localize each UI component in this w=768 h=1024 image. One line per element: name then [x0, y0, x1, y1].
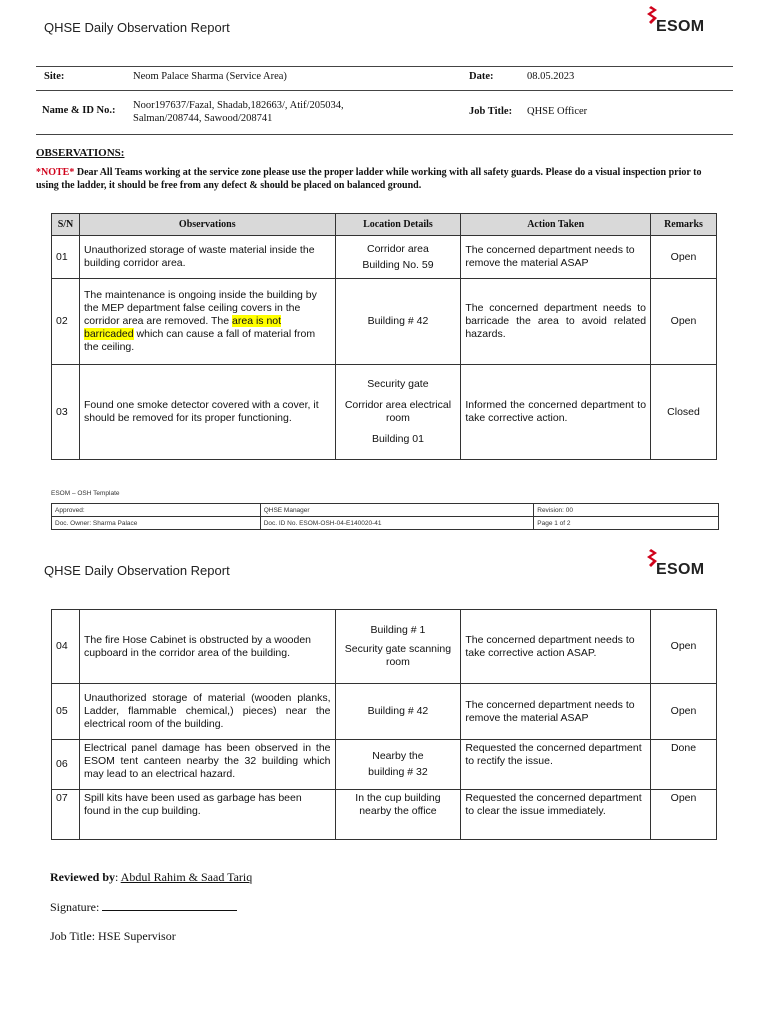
- location-line: Security gate: [367, 378, 429, 390]
- row-observation: Electrical panel damage has been observed in the ESOM tent canteen nearby the 32 building which may lead to an electrical hazard.: [79, 740, 335, 790]
- row-observation: Unauthorized storage of material (wooden planks, Ladder, flammable chemical,) pieces) near the electrical room of the building.: [79, 684, 335, 740]
- header-location: Location Details: [335, 214, 461, 236]
- table-row: [52, 279, 717, 365]
- table-row: [52, 236, 717, 279]
- header-action: Action Taken: [461, 214, 651, 236]
- jobtitle-footer: Job Title: HSE Supervisor: [50, 929, 176, 943]
- row-action: Informed the concerned department to take corrective action.: [461, 365, 651, 460]
- row-remarks: Closed: [651, 365, 717, 460]
- observation-text: The maintenance is ongoing inside the building by the MEP department false ceiling covers in the corridor area are removed. The: [83, 289, 317, 327]
- location-line: Nearby the: [372, 750, 424, 762]
- name-label: Name & ID No.:: [42, 105, 116, 116]
- reviewed-value: Abdul Rahim & Saad Tariq: [120, 870, 253, 884]
- row-remarks: Open: [651, 279, 717, 365]
- row-action: The concerned department needs to take corrective action ASAP.: [461, 610, 651, 684]
- reviewed-by: Reviewed by: Abdul Rahim & Saad Tariq: [50, 870, 253, 884]
- row-location: In the cup building nearby the office: [335, 790, 461, 840]
- footer-doc-owner: Doc. Owner: Sharma Palace: [52, 517, 261, 530]
- table-row: [52, 684, 717, 740]
- table-row: [52, 365, 717, 460]
- signature-field: [102, 900, 237, 911]
- row-observation: Spill kits have been used as garbage has been found in the cup building.: [79, 790, 335, 840]
- location-line: Security gate scanning room: [344, 643, 452, 668]
- header-observations: Observations: [79, 214, 335, 236]
- jobtitle-label: Job Title:: [469, 106, 513, 117]
- row-action: Requested the concerned department to clear the issue immediately.: [461, 790, 651, 840]
- row-remarks: Open: [651, 610, 717, 684]
- row-sn: 04: [52, 610, 80, 684]
- row-action: The concerned department needs to remove the material ASAP: [461, 684, 651, 740]
- row-action: The concerned department needs to barricade the area to avoid related hazards.: [461, 279, 651, 365]
- info-bottom-rule: [36, 134, 733, 135]
- footer-page: Page 1 of 2: [534, 517, 719, 530]
- row-remarks: Open: [651, 684, 717, 740]
- observation-text: which can cause a fall of material from the ceiling.: [83, 328, 316, 353]
- header-remarks: Remarks: [651, 214, 717, 236]
- location-line: Building # 1: [370, 624, 426, 636]
- name-value-line1: Noor197637/Fazal, Shadab,182663/, Atif/205034,: [133, 100, 344, 111]
- location-line: Corridor area: [367, 242, 429, 255]
- row-remarks: Open: [651, 790, 717, 840]
- footer-doc-id: Doc. ID No. ESOM-OSH-04-E140020-41: [260, 517, 534, 530]
- observations-table: [51, 213, 717, 460]
- location-line: building # 32: [368, 766, 428, 778]
- header-sn: S/N: [52, 214, 80, 236]
- location-line: Building No. 59: [362, 258, 434, 271]
- date-label: Date:: [469, 71, 494, 82]
- row-observation: The fire Hose Cabinet is obstructed by a wooden cupboard in the corridor area of the building.: [79, 610, 335, 684]
- name-value-line2: Salman/208744, Sawood/208741: [133, 113, 273, 124]
- observations-heading: OBSERVATIONS:: [36, 147, 125, 159]
- location-line: Corridor area electrical room: [344, 399, 452, 424]
- row-remarks: Done: [651, 740, 717, 790]
- signature-line: [50, 900, 237, 915]
- esom-logo: [646, 6, 714, 36]
- row-sn: 07: [52, 790, 80, 840]
- jobtitle-value: QHSE Officer: [527, 106, 588, 117]
- name-value: [133, 99, 344, 125]
- observations-table-continued: [51, 609, 717, 840]
- template-label: ESOM – OSH Template: [51, 490, 120, 497]
- row-sn: 02: [52, 279, 80, 365]
- signature-label: Signature:: [50, 900, 100, 914]
- table-row: [52, 610, 717, 684]
- logo-text: ESOM: [656, 561, 705, 578]
- row-sn: 01: [52, 236, 80, 279]
- safety-note: [36, 166, 716, 192]
- footer-table: [51, 503, 719, 530]
- row-remarks: Open: [651, 236, 717, 279]
- info-top-rule: [36, 66, 733, 67]
- row-location: [335, 740, 461, 790]
- row-observation: Unauthorized storage of waste material inside the building corridor area.: [79, 236, 335, 279]
- reviewed-label: Reviewed by: [50, 870, 115, 884]
- date-value: 08.05.2023: [527, 71, 575, 82]
- table-header-row: [52, 214, 717, 236]
- observation-highlight: area is not barricaded: [83, 315, 282, 340]
- row-location: [335, 610, 461, 684]
- footer-revision: Revision: 00: [534, 504, 719, 517]
- note-prefix: *NOTE*: [36, 167, 75, 178]
- row-sn: 05: [52, 684, 80, 740]
- esom-logo: [646, 549, 714, 579]
- site-label: Site:: [44, 71, 65, 82]
- info-mid-rule: [36, 90, 733, 91]
- row-sn: 03: [52, 365, 80, 460]
- row-action: The concerned department needs to remove the material ASAP: [461, 236, 651, 279]
- row-observation: Found one smoke detector covered with a cover, it should be removed for its proper functioning.: [79, 365, 335, 460]
- table-row: [52, 790, 717, 840]
- logo-text: ESOM: [656, 18, 705, 35]
- row-observation: [79, 279, 335, 365]
- row-location: [335, 236, 461, 279]
- row-location: Building # 42: [335, 279, 461, 365]
- page2-title: QHSE Daily Observation Report: [44, 563, 230, 578]
- table-row: [52, 740, 717, 790]
- page-footer: [51, 490, 719, 530]
- row-location: Building # 42: [335, 684, 461, 740]
- note-text: Dear All Teams working at the service zone please use the proper ladder while working with all safety guards. Please do a visual inspection prior to using the ladder, it should be free from any defect & should be placed on balanced ground.: [36, 167, 702, 191]
- footer-approved: Approved:: [52, 504, 261, 517]
- footer-qhse-manager: QHSE Manager: [260, 504, 534, 517]
- site-value: Neom Palace Sharma (Service Area): [133, 71, 287, 82]
- location-line: Building 01: [371, 433, 424, 445]
- page1-title: QHSE Daily Observation Report: [44, 20, 230, 35]
- row-location: [335, 365, 461, 460]
- row-sn: 06: [52, 740, 80, 790]
- row-action: Requested the concerned department to rectify the issue.: [461, 740, 651, 790]
